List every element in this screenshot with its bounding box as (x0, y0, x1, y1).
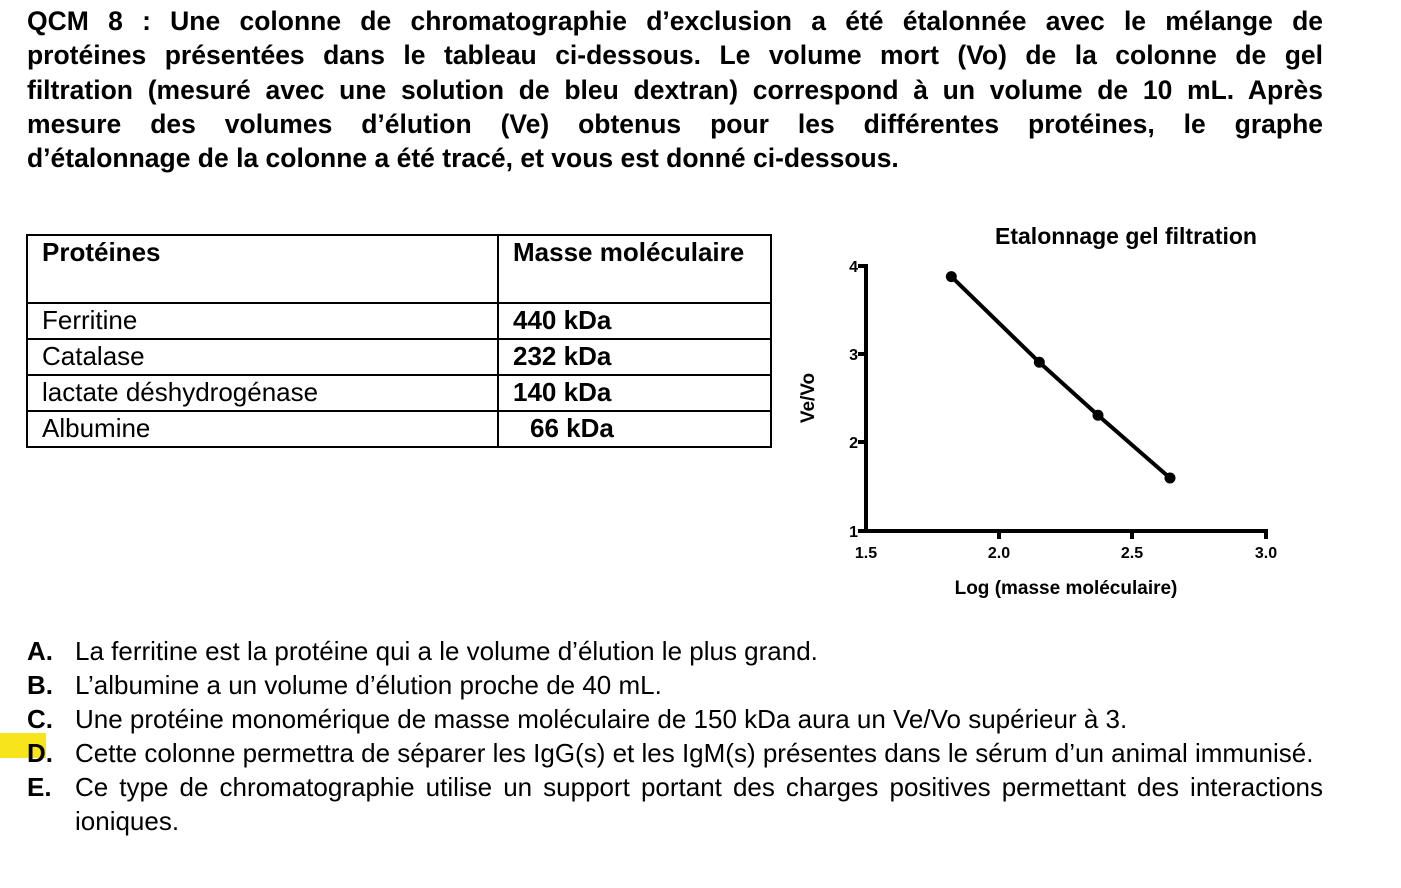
table-row (27, 411, 771, 447)
option-letter: C. (27, 704, 53, 734)
protein-mass: 140 kDa (498, 375, 771, 411)
chart-title: Etalonnage gel filtration (995, 223, 1257, 249)
y-tick-label: 1 (849, 524, 858, 541)
protein-name: Ferritine (27, 303, 498, 339)
header-proteins: Protéines (27, 235, 498, 303)
question-line: protéines présentées dans le tableau ci-dessous. Le volume mort (Vo) de la colonne de gel (27, 40, 1323, 71)
option-text: La ferritine est la protéine qui a le volume d’élution le plus grand. (75, 636, 818, 666)
question-line: mesure des volumes d’élution (Ve) obtenus pour les différentes protéines, le graphe (27, 108, 1323, 139)
y-tick-label: 3 (849, 347, 858, 364)
answer-options (27, 634, 1323, 838)
question-line: d’étalonnage de la colonne a été tracé, et vous est donné ci-dessous. (27, 143, 899, 174)
table-row (27, 303, 771, 339)
option-text: Ce type de chromatographie utilise un support portant des charges positives permettant des interactions ioniques. (75, 772, 1323, 836)
x-tick-label: 2.5 (1120, 545, 1144, 562)
protein-name: lactate déshydrogénase (27, 375, 498, 411)
protein-table (26, 234, 772, 448)
option-a[interactable] (27, 634, 1323, 668)
table-header-row (27, 235, 771, 303)
protein-mass: 232 kDa (498, 339, 771, 375)
option-e[interactable] (27, 770, 1323, 838)
option-letter: E. (27, 772, 52, 802)
data-series (946, 271, 1176, 483)
data-point (1093, 410, 1104, 421)
table-row (27, 339, 771, 375)
option-letter: D. (27, 738, 53, 768)
option-d[interactable] (27, 736, 1323, 770)
option-text: L’albumine a un volume d’élution proche de 40 mL. (75, 670, 662, 700)
x-tick-label: 3.0 (1254, 545, 1278, 562)
x-tick-label: 2.0 (987, 545, 1011, 562)
protein-mass: 440 kDa (498, 303, 771, 339)
data-point (1034, 357, 1045, 368)
table-row (27, 375, 771, 411)
calibration-chart (790, 215, 1290, 605)
option-letter: B. (27, 670, 53, 700)
data-point (946, 271, 957, 282)
option-text: Cette colonne permettra de séparer les IgG(s) et les IgM(s) présentes dans le sérum d’un animal immunisé. (75, 738, 1314, 768)
question-statement (27, 4, 1323, 175)
protein-name: Catalase (27, 339, 498, 375)
y-tick-label: 4 (849, 259, 858, 276)
question-line: QCM 8 : Une colonne de chromatographie d’exclusion a été étalonnée avec le mélange de (27, 6, 1323, 36)
x-axis-label: Log (masse moléculaire) (954, 578, 1178, 599)
option-b[interactable] (27, 668, 1323, 702)
protein-mass: 66 kDa (498, 411, 771, 447)
question-line: filtration (mesuré avec une solution de bleu dextran) correspond à un volume de 10 mL. Après (27, 74, 1323, 105)
header-mass: Masse moléculaire (498, 235, 771, 303)
option-letter: A. (27, 636, 53, 666)
axes (858, 264, 1268, 539)
x-tick-label: 1.5 (854, 545, 878, 562)
y-tick-label: 2 (849, 435, 858, 452)
option-text: Une protéine monomérique de masse moléculaire de 150 kDa aura un Ve/Vo supérieur à 3. (75, 704, 1128, 734)
y-axis-label: Ve/Vo (798, 372, 819, 424)
option-c[interactable] (27, 702, 1323, 736)
series-line (951, 277, 1170, 478)
data-point (1165, 473, 1176, 484)
protein-name: Albumine (27, 411, 498, 447)
